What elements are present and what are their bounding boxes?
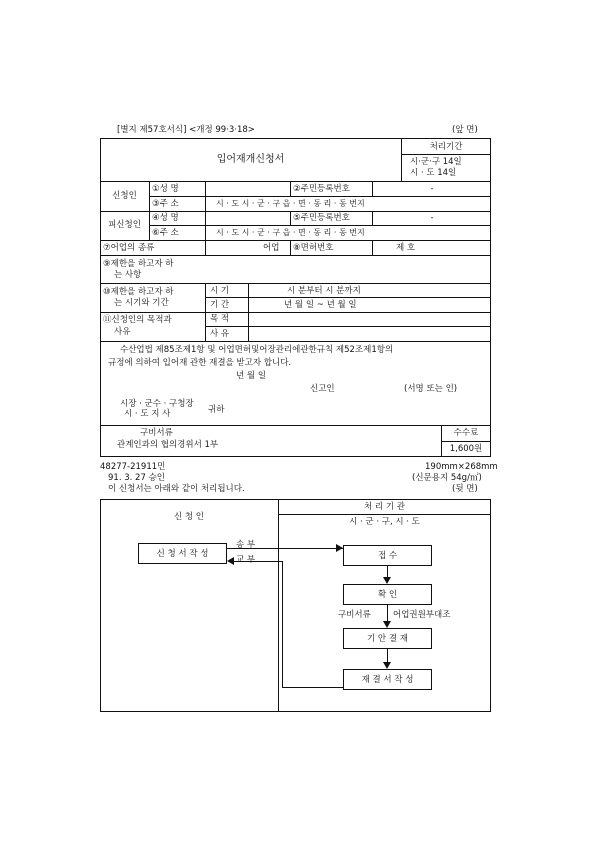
- arrow-down-icon: [383, 577, 391, 584]
- processing-period-city: 시·군·구 14일: [410, 157, 462, 167]
- purpose-label: 목 적: [210, 314, 230, 324]
- process-flowchart: [100, 499, 491, 712]
- flow-agency-subheader: 시 · 군 · 구, 시 · 도: [349, 517, 420, 527]
- flow-step-receive-label: 접 수: [377, 551, 398, 561]
- recipient-governor: 시 · 도 지 사: [124, 409, 171, 419]
- field-1-name: ①성 명: [152, 184, 179, 194]
- applicant-name-field[interactable]: [206, 182, 289, 195]
- flow-step-decide-label: 재 결 서 작 성: [361, 675, 414, 685]
- flow-send-label: 송 부: [236, 540, 256, 550]
- field-3-address: ③주 소: [152, 199, 179, 209]
- required-docs-label: 구비서류: [140, 428, 173, 438]
- processing-period-province: 시 · 도 14일: [410, 168, 457, 178]
- reason-label: 사 유: [210, 329, 230, 339]
- flow-step-apply-label: 신 청 서 작 성: [156, 549, 209, 559]
- arrow-right-icon: [336, 544, 343, 552]
- respondent-rrn-field[interactable]: -: [430, 213, 434, 223]
- paper-weight: (신문용지 54g/㎡): [412, 473, 482, 483]
- field-5-rrn: ⑤주민등록번호: [293, 213, 350, 223]
- field-11-purpose-2: 사유: [114, 327, 131, 337]
- field-11-purpose: ⑪신청인의 목적과: [103, 315, 172, 325]
- approval-date: 91. 3. 27 승인: [108, 473, 165, 483]
- respondent-name-field[interactable]: [206, 212, 289, 224]
- field-10-timing: ⑩제한을 하고자 하: [103, 287, 174, 297]
- arrow-down-icon: [383, 662, 391, 669]
- declaration-line-1: 수산업법 제85조제1항 및 어업면허및어장관리에관한규칙 제52조제1항의: [120, 345, 394, 355]
- form-title: 입어재개신청서: [216, 154, 285, 165]
- recipient-mayor: 시장 · 군수 · 구청장: [120, 399, 194, 409]
- paper-size: 190mm×268mm: [425, 462, 498, 472]
- field-8-license-no: ⑧면허번호: [293, 243, 334, 253]
- fishery-type-field[interactable]: 어업: [263, 243, 280, 253]
- license-number-field[interactable]: 제 호: [396, 243, 416, 253]
- applicant-rrn-field[interactable]: -: [430, 184, 434, 194]
- fee-value: 1,600원: [449, 444, 483, 454]
- processing-period-label: 처리기간: [429, 142, 463, 152]
- field-7-fishery-type: ⑦어업의 종류: [103, 243, 155, 253]
- page-side-back: (뒷 면): [452, 484, 478, 494]
- field-10-timing-2: 는 시기와 기간: [114, 298, 169, 308]
- flow-docs-right: 어업권원부대조: [393, 610, 451, 620]
- declaration-line-2: 규정에 의하여 입어재 관한 재결을 받고자 합니다.: [108, 358, 292, 368]
- process-note: 이 신청서는 아래와 같이 처리됩니다.: [108, 484, 245, 494]
- flow-deliver-label: 교 부: [236, 555, 256, 565]
- field-9-restriction-2: 는 사항: [114, 270, 142, 280]
- field-9-restriction: ⑨제한을 하고자 하: [103, 259, 174, 269]
- flow-step-confirm-label: 확 인: [377, 590, 398, 600]
- arrow-left-icon: [227, 557, 234, 565]
- signature-note[interactable]: (서명 또는 인): [404, 384, 458, 394]
- page-side-front: (앞 면): [452, 125, 478, 135]
- form-code: 48277-21911민: [100, 462, 166, 472]
- flow-docs-left: 구비서류: [338, 610, 371, 620]
- flow-step-approve-label: 기 안 결 재: [367, 634, 408, 644]
- flow-applicant-header: 신 청 인: [173, 512, 205, 522]
- applicant-address-field[interactable]: 시 · 도 시 · 군 · 구 읍 · 면 · 동 리 · 동 번지: [216, 199, 365, 208]
- required-docs-item: 관계인과의 협의경위서 1부: [117, 440, 219, 450]
- date-line[interactable]: 년 월 일: [236, 371, 267, 381]
- form-number: [별지 제57호서식] <개정 99·3·18>: [117, 125, 255, 135]
- purpose-field[interactable]: [249, 313, 490, 325]
- period-label: 기 간: [210, 300, 230, 310]
- field-4-name: ④성 명: [152, 213, 179, 223]
- fee-label: 수수료: [453, 428, 479, 438]
- arrow-down-icon: [383, 621, 391, 628]
- signer-label: 신고인: [310, 384, 335, 394]
- applicant-label: 신청인: [112, 191, 137, 201]
- period-field[interactable]: 년 월 일 ~ 년 월 일: [284, 300, 357, 310]
- reason-field[interactable]: [249, 327, 490, 340]
- field-6-address: ⑥주 소: [152, 228, 179, 238]
- respondent-address-field[interactable]: 시 · 도 시 · 군 · 구 읍 · 면 · 동 리 · 동 번지: [216, 228, 365, 237]
- flow-agency-header: 처 리 기 관: [364, 502, 405, 512]
- time-label: 시 기: [210, 286, 230, 296]
- field-2-rrn: ②주민등록번호: [293, 184, 350, 194]
- time-field[interactable]: 시 분부터 시 분까지: [287, 286, 361, 296]
- honorific: 귀하: [208, 405, 225, 415]
- respondent-label: 피신청인: [108, 220, 141, 230]
- restriction-matters-field[interactable]: [206, 256, 490, 282]
